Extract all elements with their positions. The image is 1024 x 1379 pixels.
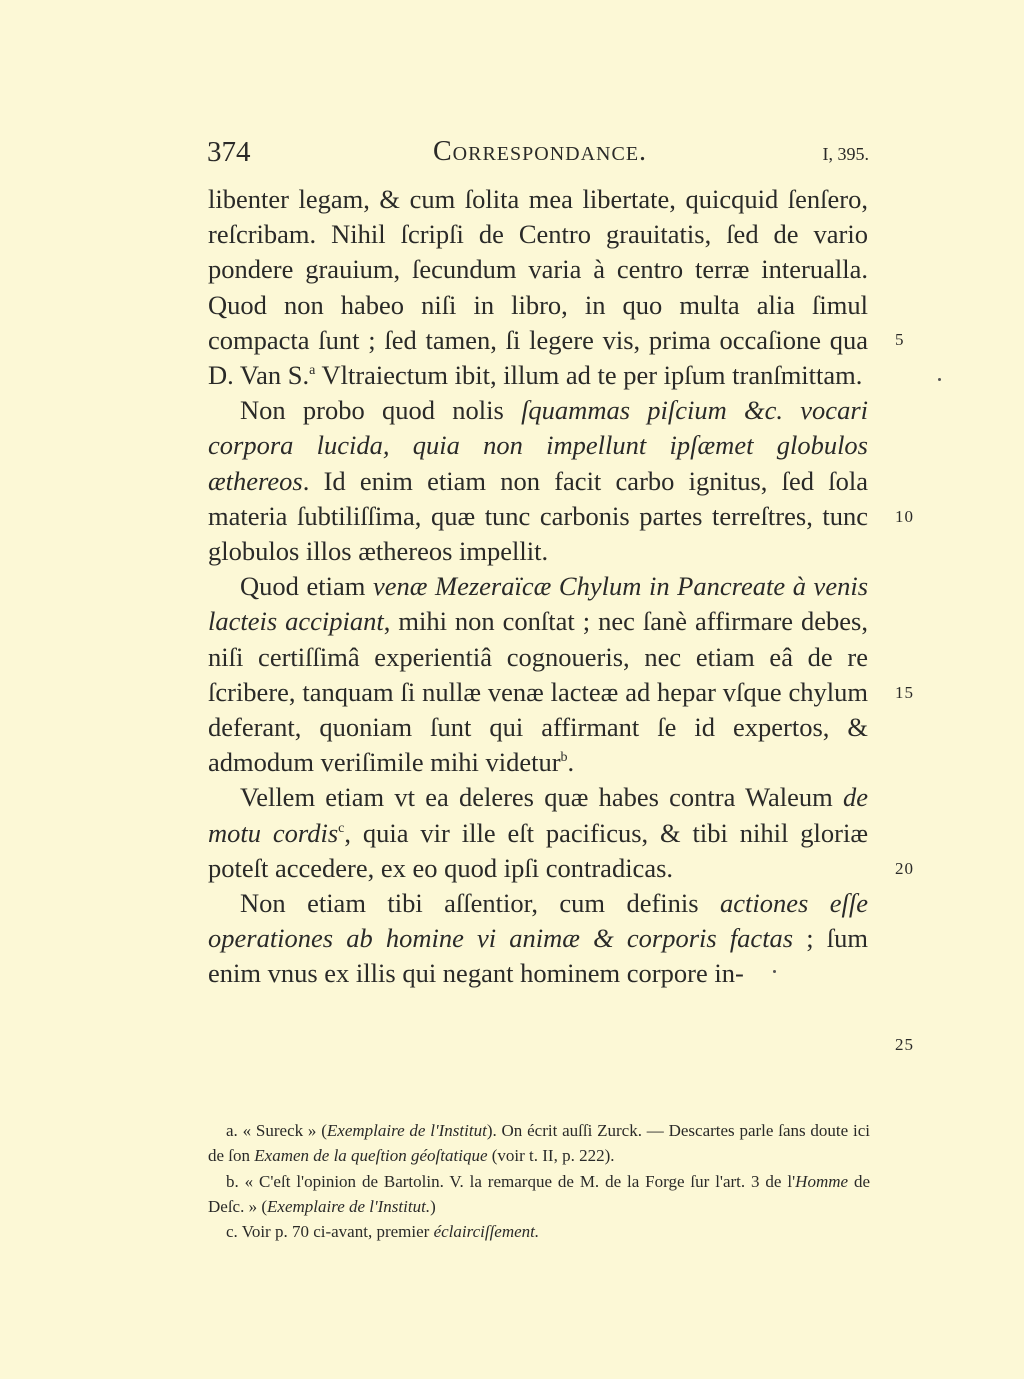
- letter-body: [208, 182, 868, 992]
- footnote-marker: b: [560, 750, 568, 766]
- text-run: .: [567, 747, 575, 778]
- text-run: a. « Sureck » (: [226, 1121, 327, 1140]
- line-number-20: 20: [895, 859, 914, 878]
- text-run: Quod etiam: [240, 571, 373, 602]
- paragraph: [208, 182, 868, 393]
- text-run: de Deſc. » (: [208, 1171, 870, 1216]
- italic-text: Examen de la queſtion géoſtatique: [254, 1146, 488, 1166]
- running-title: Correspondance.: [433, 136, 648, 167]
- italic-text: Exemplaire de l'Institut.: [267, 1196, 431, 1216]
- footnote: [208, 1219, 870, 1244]
- italic-text: venæ Mezeraïcæ Chylum in Pancreate à venis lacteis accipiant: [208, 571, 869, 637]
- text-run: Non etiam tibi aſſentior, cum definis: [240, 888, 721, 919]
- paragraph: [208, 886, 868, 992]
- footnote: [208, 1118, 870, 1169]
- italic-text: Homme: [795, 1171, 849, 1191]
- footnote-marker: a: [309, 363, 316, 379]
- text-run: Vltraiectum ibit, illum ad te per ipſum tranſmittam.: [315, 360, 863, 391]
- page-number: 374: [207, 136, 251, 168]
- letter-reference: I, 395.: [822, 144, 869, 164]
- paragraph: [208, 780, 868, 886]
- footnote-marker: c: [338, 820, 345, 836]
- text-run: ): [430, 1196, 436, 1216]
- footnotes: [208, 1118, 870, 1244]
- print-speck: [773, 970, 776, 973]
- text-run: , quia vir ille eſt pacificus, & tibi nihil gloriæ poteſt accedere, ex eo quod ipſi contradicas.: [208, 817, 868, 883]
- text-run: (voir t. II, p. 222).: [487, 1146, 615, 1166]
- text-run: b. « C'eſt l'opinion de Bartolin. V. la remarque de M. de la Forge ſur l'art. 3 de l': [226, 1171, 796, 1191]
- paragraph: [208, 393, 868, 569]
- text-run: c. Voir p. 70 ci-avant, premier: [226, 1222, 434, 1242]
- italic-text: de motu cordis: [208, 782, 868, 848]
- italic-text: Exemplaire de l'Institut: [326, 1121, 487, 1140]
- text-run: . Id enim etiam non facit carbo ignitus, ſed ſola materia ſubtiliſſima, quæ tunc carbonis partes terreſtres, tunc globulos illos æthereos impellit.: [208, 465, 868, 567]
- text-run: Vellem etiam vt ea deleres quæ habes contra Waleum: [240, 782, 843, 813]
- line-number-5: 5: [895, 330, 905, 349]
- running-header: [207, 136, 869, 172]
- line-number-10: 10: [895, 507, 914, 526]
- footnote: [208, 1169, 870, 1220]
- line-number-15: 15: [895, 683, 914, 702]
- italic-text: ſquammas piſcium &c. vocari corpora lucida, quia non impellunt ipſæmet globulos æthereos: [208, 395, 868, 496]
- paragraph: [208, 569, 868, 780]
- text-run: ). On écrit auſſi Zurck. — Descartes parle ſans doute ici de ſon: [208, 1121, 870, 1166]
- text-run: , mihi non conſtat ; nec ſanè affirmare debes, niſi certiſſimâ experientiâ cognoueris, nec etiam eâ de re ſcribere, tanquam ſi nullæ venæ lacteæ ad hepar vſque chylum deferant, quoniam ſunt qui affirmant ſe id expertos, & admodum veriſimile mihi videtur: [208, 606, 868, 778]
- line-number-25: 25: [895, 1035, 914, 1054]
- text-run: libenter legam, & cum ſolita mea libertate, quicquid ſenſero, reſcribam. Nihil ſcripſi de Centro grauitatis, ſed de vario pondere grauium, ſecundum varia à centro terræ interualla. Quod non habeo niſi in libro, in quo multa alia ſimul compacta ſunt ; ſed tamen, ſi legere vis, prima occaſione qua D. Van S.: [208, 184, 868, 391]
- text-run: Non probo quod nolis: [240, 395, 522, 426]
- text-run: ; ſum enim vnus ex illis qui negant hominem corpore in-: [208, 923, 868, 989]
- print-speck: [938, 378, 941, 381]
- italic-text: éclairciſſement.: [433, 1222, 540, 1242]
- italic-text: actiones eſſe operationes ab homine vi animæ & corporis factas: [208, 888, 869, 954]
